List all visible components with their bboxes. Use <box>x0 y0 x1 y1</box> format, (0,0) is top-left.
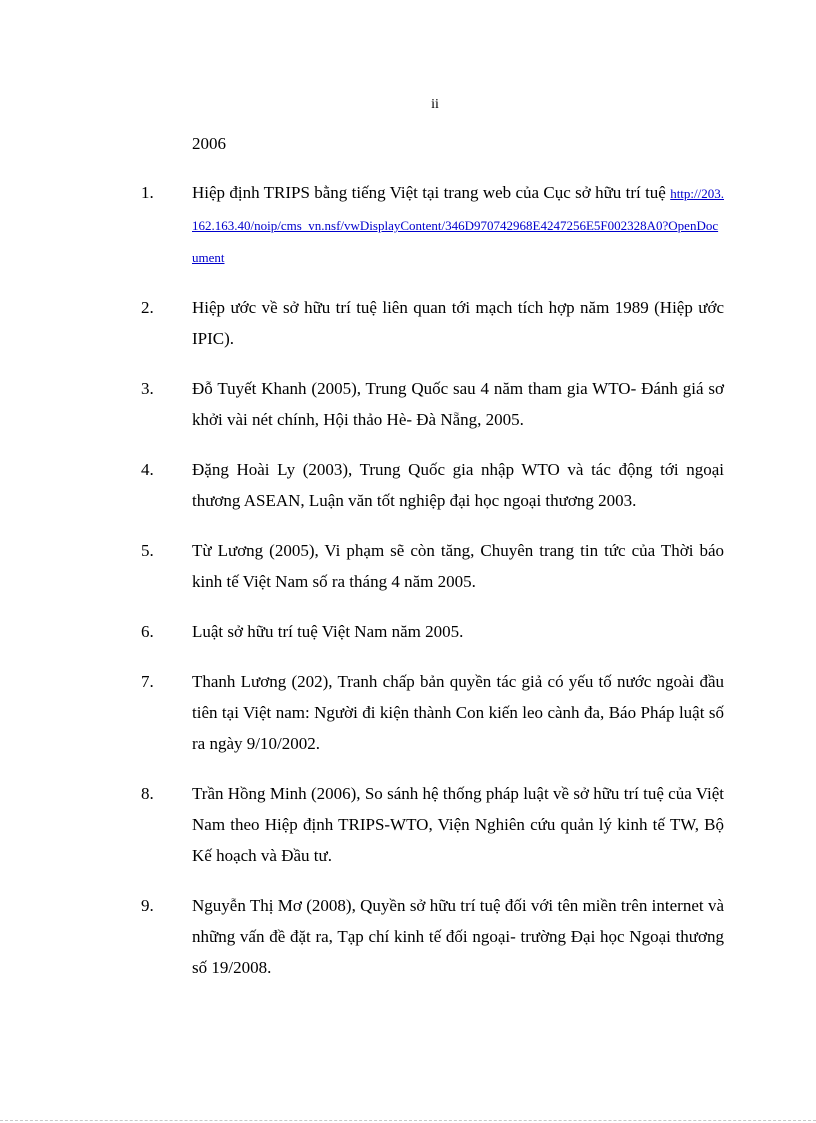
reference-item-8 <box>0 778 816 871</box>
reference-item-4 <box>0 454 816 516</box>
reference-number: 9. <box>141 896 154 915</box>
reference-text: Hiệp ước về sở hữu trí tuệ liên quan tới mạch tích hợp năm 1989 (Hiệp ước IPIC). <box>192 298 724 348</box>
reference-text <box>192 177 724 273</box>
reference-item-6 <box>0 616 816 647</box>
reference-text-body: Hiệp định TRIPS bằng tiếng Việt tại trang web của Cục sở hữu trí tuệ <box>192 183 666 202</box>
reference-link[interactable]: http://203.162.163.40/noip/cms_vn.nsf/vwDisplayContent/346D970742968E4247256E5F002328A0?OpenDocument <box>192 186 724 265</box>
reference-text: Trần Hồng Minh (2006), So sánh hệ thống pháp luật về sở hữu trí tuệ của Việt Nam theo Hiệp định TRIPS-WTO, Viện Nghiên cứu quản lý kinh tế TW, Bộ Kế hoạch và Đầu tư. <box>192 784 724 865</box>
continuation-text: 2006 <box>192 134 226 153</box>
reference-item-3 <box>0 373 816 435</box>
reference-text: Luật sở hữu trí tuệ Việt Nam năm 2005. <box>192 622 464 641</box>
reference-text: Từ Lương (2005), Vi phạm sẽ còn tăng, Chuyên trang tin tức của Thời báo kinh tế Việt Nam số ra tháng 4 năm 2005. <box>192 541 724 591</box>
page-bottom-divider <box>0 1120 816 1121</box>
reference-text: Nguyễn Thị Mơ (2008), Quyền sở hữu trí tuệ đối với tên miền trên internet và những vấn đề đặt ra, Tạp chí kinh tế đối ngoại- trường Đại học Ngoại thương số 19/2008. <box>192 896 724 977</box>
reference-text: Thanh Lương (202), Tranh chấp bản quyền tác giả có yếu tố nước ngoài đầu tiên tại Việt nam: Người đi kiện thành Con kiến leo cành đa, Báo Pháp luật số ra ngày 9/10/2002. <box>192 672 724 753</box>
reference-text: Đỗ Tuyết Khanh (2005), Trung Quốc sau 4 năm tham gia WTO- Đánh giá sơ khởi vài nét chính, Hội thảo Hè- Đà Nẵng, 2005. <box>192 379 724 429</box>
reference-item-2 <box>0 292 816 354</box>
reference-number: 4. <box>141 460 154 479</box>
reference-number: 2. <box>141 298 154 317</box>
reference-item-9 <box>0 890 816 983</box>
reference-number: 5. <box>141 541 154 560</box>
reference-text: Đặng Hoài Ly (2003), Trung Quốc gia nhập WTO và tác động tới ngoại thương ASEAN, Luận văn tốt nghiệp đại học ngoại thương 2003. <box>192 460 724 510</box>
page-number: ii <box>431 97 439 112</box>
reference-number: 7. <box>141 672 154 691</box>
reference-item-7 <box>0 666 816 759</box>
reference-item-1 <box>0 177 816 273</box>
reference-item-5 <box>0 535 816 597</box>
reference-number: 8. <box>141 784 154 803</box>
reference-number: 3. <box>141 379 154 398</box>
reference-number: 6. <box>141 622 154 641</box>
reference-number: 1. <box>141 183 154 202</box>
reference-list <box>0 177 816 1002</box>
